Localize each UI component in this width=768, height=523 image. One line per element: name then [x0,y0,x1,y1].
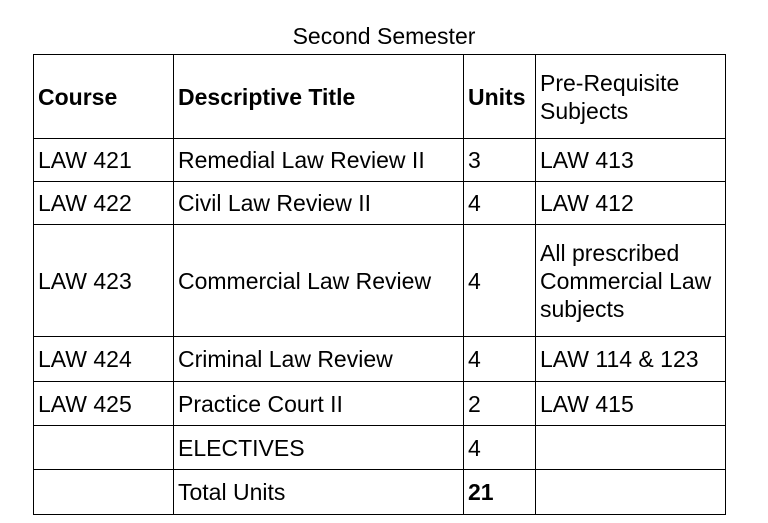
course-units: 3 [464,139,536,182]
course-units: 4 [464,337,536,382]
total-empty-cell [34,470,174,515]
course-table [33,54,726,515]
course-code: LAW 424 [34,337,174,382]
table-row [34,225,726,337]
course-title: Remedial Law Review II [174,139,464,182]
course-prerequisite: LAW 412 [536,182,726,225]
course-prerequisite: LAW 415 [536,382,726,426]
header-course: Course [34,55,174,139]
table-row [34,426,726,470]
course-title: ELECTIVES [174,426,464,470]
course-prerequisite [536,426,726,470]
page-title: Second Semester [292,23,476,49]
header-prerequisite: Pre-Requisite Subjects [536,55,726,139]
course-code [34,426,174,470]
course-prerequisite: LAW 413 [536,139,726,182]
course-code: LAW 422 [34,182,174,225]
course-units: 4 [464,225,536,337]
course-prerequisite: All prescribed Commercial Law subjects [536,225,726,337]
header-descriptive-title: Descriptive Title [174,55,464,139]
table-row [34,139,726,182]
course-code: LAW 425 [34,382,174,426]
table-header-row [34,55,726,139]
total-row [34,470,726,515]
course-code: LAW 423 [34,225,174,337]
total-label: Total Units [174,470,464,515]
course-prerequisite: LAW 114 & 123 [536,337,726,382]
course-code: LAW 421 [34,139,174,182]
course-title: Commercial Law Review [174,225,464,337]
table-row [34,182,726,225]
course-units: 4 [464,426,536,470]
course-units: 2 [464,382,536,426]
total-empty-prereq-cell [536,470,726,515]
course-units: 4 [464,182,536,225]
table-row [34,382,726,426]
header-units: Units [464,55,536,139]
course-title: Practice Court II [174,382,464,426]
total-units: 21 [464,470,536,515]
course-title: Criminal Law Review [174,337,464,382]
table-row [34,337,726,382]
course-title: Civil Law Review II [174,182,464,225]
